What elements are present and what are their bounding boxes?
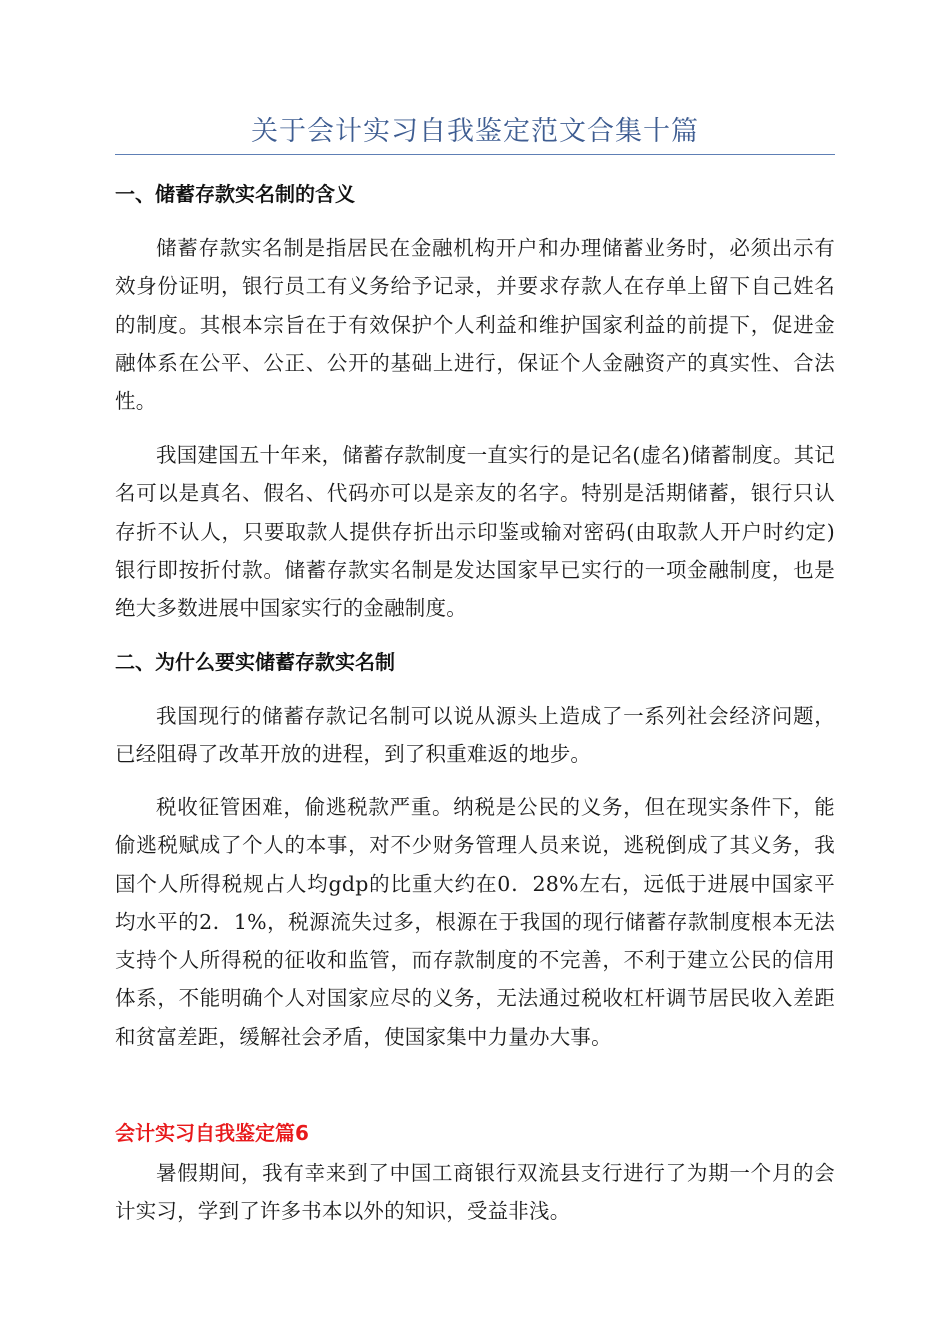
paragraph-1: 储蓄存款实名制是指居民在金融机构开户和办理储蓄业务时，必须出示有效身份证明，银行员工有义务给予记录，并要求存款人在存单上留下自己姓名的制度。其根本宗旨在于有效保护个人利益和维护国家利益的前提下，促进金融体系在公平、公正、公开的基础上进行，保证个人金融资产的真实性、合法性。: [115, 236, 835, 414]
paragraph-5: 暑假期间，我有幸来到了中国工商银行双流县支行进行了为期一个月的会计实习，学到了许多书本以外的知识，受益非浅。: [115, 1161, 835, 1224]
paragraph-4: 税收征管困难，偷逃税款严重。纳税是公民的义务，但在现实条件下，能偷逃税赋成了个人的本事，对不少财务管理人员来说，逃税倒成了其义务，我国个人所得税规占人均gdp的比重大约在0．28%左右，远低于进展中国家平均水平的2．1%，税源流失过多，根源在于我国的现行储蓄存款制度根本无法支持个人所得税的征收和监管，而存款制度的不完善，不利于建立公民的信用体系，不能明确个人对国家应尽的义务，无法通过税收杠杆调节居民收入差距和贫富差距，缓解社会矛盾，使国家集中力量办大事。: [115, 795, 835, 1049]
section-heading-3: 会计实习自我鉴定篇6: [115, 1121, 309, 1145]
section-heading-2: 二、为什么要实储蓄存款实名制: [115, 650, 395, 674]
document-title: 关于会计实习自我鉴定范文合集十篇: [251, 116, 699, 147]
paragraph-3: 我国现行的储蓄存款记名制可以说从源头上造成了一系列社会经济问题，已经阻碍了改革开放的进程，到了积重难返的地步。: [115, 704, 835, 767]
paragraph-2: 我国建国五十年来，储蓄存款制度一直实行的是记名(虚名)储蓄制度。其记名可以是真名、假名、代码亦可以是亲友的名字。特别是活期储蓄，银行只认存折不认人，只要取款人提供存折出示印鉴或输对密码(由取款人开户时约定)银行即按折付款。储蓄存款实名制是发达国家早已实行的一项金融制度，也是绝大多数进展中国家实行的金融制度。: [115, 443, 835, 621]
title-underline: [115, 154, 835, 155]
section-heading-1: 一、储蓄存款实名制的含义: [115, 182, 355, 206]
